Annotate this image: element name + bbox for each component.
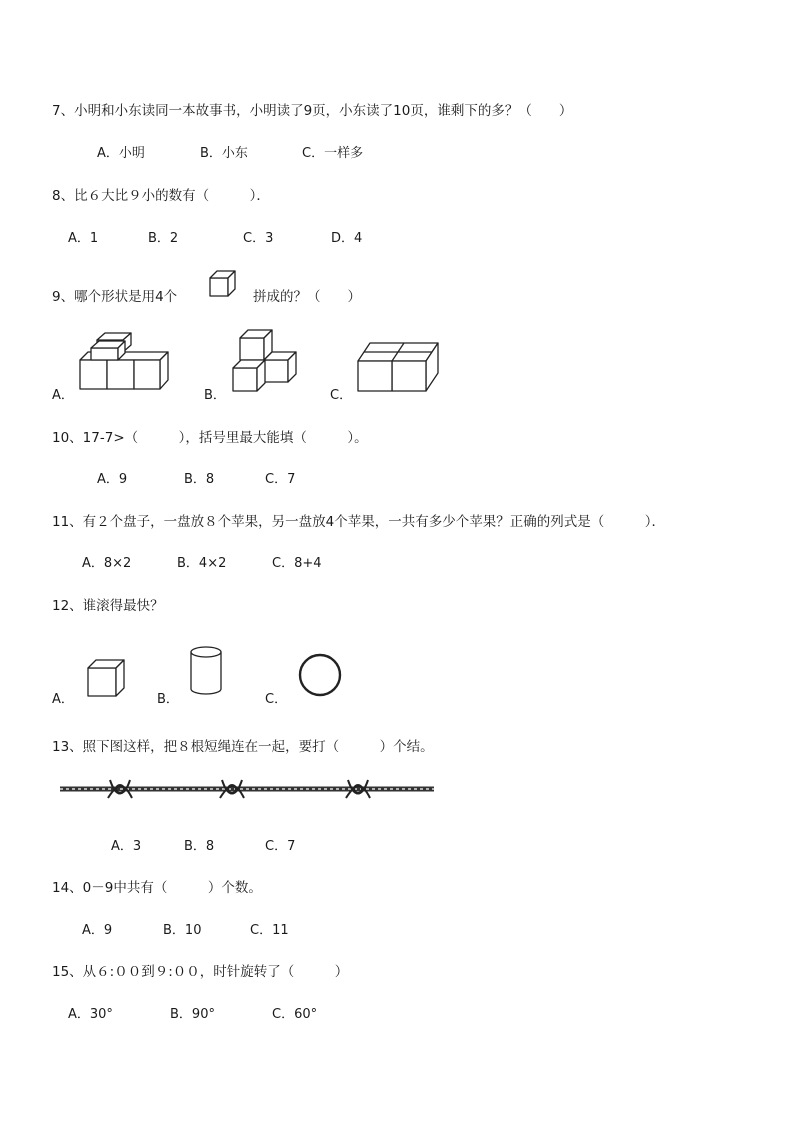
question-7-option-c[interactable]: C．一样多 — [302, 146, 364, 161]
cube-image[interactable] — [86, 659, 130, 699]
cylinder-image[interactable] — [189, 645, 225, 697]
question-11-option-a[interactable]: A．8×2 — [82, 556, 132, 571]
sphere-image[interactable] — [298, 653, 344, 699]
unit-cube-image — [209, 270, 237, 298]
question-15-stem: 15、从６:００到９:００，时针旋转了（ ） — [52, 964, 349, 980]
question-15-option-a[interactable]: A．30° — [68, 1007, 113, 1022]
question-8-option-a[interactable]: A．1 — [68, 231, 99, 246]
question-12-stem: 12、谁滚得最快？ — [52, 598, 164, 614]
question-9-option-c[interactable]: C． — [330, 388, 353, 403]
question-13-option-a[interactable]: A．3 — [111, 839, 142, 854]
question-8-option-c[interactable]: C．3 — [243, 231, 274, 246]
question-9-option-b[interactable]: B． — [204, 388, 226, 403]
question-8-option-d[interactable]: D．4 — [331, 231, 363, 246]
question-9-stem-start: 9、哪个形状是用4个 — [52, 289, 178, 305]
question-7-option-b[interactable]: B．小东 — [200, 146, 248, 161]
question-8-stem: 8、比６大比９小的数有（ ）． — [52, 188, 270, 204]
question-7-option-a[interactable]: A．小明 — [97, 146, 145, 161]
question-10-option-b[interactable]: B．8 — [184, 472, 215, 487]
question-14-option-b[interactable]: B．10 — [163, 923, 202, 938]
question-15-option-b[interactable]: B．90° — [170, 1007, 215, 1022]
question-7-stem: 7、小明和小东读同一本故事书，小明读了9页，小东读了10页，谁剩下的多？（ ） — [52, 103, 573, 119]
question-10-option-a[interactable]: A．9 — [97, 472, 128, 487]
question-11-option-b[interactable]: B．4×2 — [177, 556, 227, 571]
question-13-option-b[interactable]: B．8 — [184, 839, 215, 854]
question-12-option-c[interactable]: C． — [265, 692, 288, 707]
question-14-option-c[interactable]: C．11 — [250, 923, 289, 938]
question-11-stem: 11、有２个盘子，一盘放８个苹果，另一盘放4个苹果，一共有多少个苹果？正确的列式是（ ）． — [52, 514, 666, 530]
question-14-option-a[interactable]: A．9 — [82, 923, 113, 938]
question-15-option-c[interactable]: C．60° — [272, 1007, 318, 1022]
question-12-option-a[interactable]: A． — [52, 692, 74, 707]
cube-shape-b-image[interactable] — [230, 328, 300, 394]
question-11-option-c[interactable]: C．8+4 — [272, 556, 322, 571]
question-14-stem: 14、0－9中共有（ ）个数。 — [52, 880, 262, 896]
question-9-option-a[interactable]: A． — [52, 388, 74, 403]
question-9-stem-end: 拼成的？（ ） — [253, 289, 361, 305]
question-13-option-c[interactable]: C．7 — [265, 839, 296, 854]
question-13-stem: 13、照下图这样，把８根短绳连在一起，要打（ ）个结。 — [52, 739, 434, 755]
question-10-option-c[interactable]: C．7 — [265, 472, 296, 487]
question-10-stem: 10、17-7>（ ），括号里最大能填（ ）。 — [52, 430, 368, 446]
cube-shape-a-image[interactable] — [78, 336, 173, 392]
cube-shape-c-image[interactable] — [356, 341, 442, 393]
question-8-option-b[interactable]: B．2 — [148, 231, 179, 246]
question-12-option-b[interactable]: B． — [157, 692, 179, 707]
rope-with-knots-image — [58, 776, 438, 806]
